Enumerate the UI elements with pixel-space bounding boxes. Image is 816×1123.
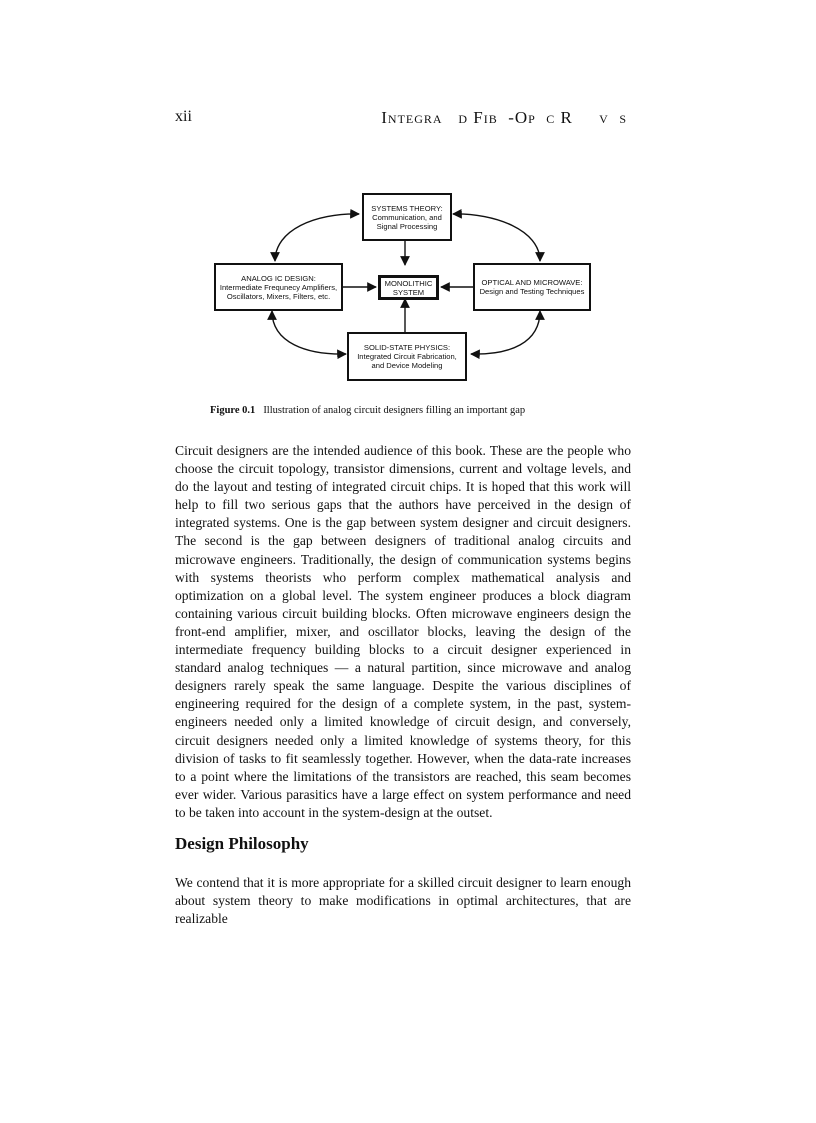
systems-theory-box: SYSTEMS THEORY: Communication, and Signal Processing <box>362 193 452 241</box>
body-paragraph-2: We contend that it is more appropriate for a skilled circuit designer to learn enough about system theory to make modifications in optimal architectures, that are realizable <box>175 875 631 927</box>
figure-caption-text: Illustration of analog circuit designers filling an important gap <box>263 405 526 416</box>
curve-analog-systems <box>275 214 359 261</box>
monolithic-system-box: MONOLITHIC SYSTEM <box>378 275 439 300</box>
running-title: Integra d Fib -Op c R v s <box>381 108 627 127</box>
section-heading: Design Philosophy <box>175 834 309 853</box>
figure-caption-label: Figure 0.1 <box>210 405 256 416</box>
curve-systems-optical <box>453 214 540 261</box>
block-diagram-figure <box>205 185 605 390</box>
figure-caption <box>210 405 525 416</box>
body-paragraph-1: Circuit designers are the intended audience of this book. These are the people who choose the circuit topology, transistor dimensions, current and voltage levels, and do the layout and testing of integrated circuit chips. It is hoped that this work will help to fill two serious gaps that the authors have perceived in the design of integrated systems. One is the gap between system designer and circuit designers. The second is the gap between designers of traditional analog circuits and microwave engineers. Traditionally, the design of communication systems begins with systems theorists who perform complex mathematical analysis and optimization on a global level. The system engineer produces a block diagram containing various circuit building blocks. Often microwave engineers design the front-end amplifier, mixer, and oscillator blocks, leaving the design of the intermediate frequency building blocks to a circuit designer experienced in standard analog techniques — a natural partition, since microwave and analog designers rarely speak the same language. Despite the various disciplines of engineering required for the design of a complete system, in the past, system-engineers needed only a limited knowledge of circuit design, and conversely, circuit designers needed only a limited knowledge of systems theory, for this division of tasks to fit seamlessly together. However, when the data-rate increases to a point where the limitations of the transistors are reached, this seam becomes ever wider. Various parasitics have a large effect on system performance and need to be taken into account in the system-design at the outset. <box>175 443 631 820</box>
optical-microwave-box: OPTICAL AND MICROWAVE: Design and Testing Techniques <box>473 263 591 311</box>
page-number: xii <box>175 108 192 125</box>
running-header <box>175 108 627 132</box>
curve-solidstate-optical <box>471 311 540 354</box>
curve-analog-solidstate <box>272 311 346 354</box>
solid-state-physics-box: SOLID-STATE PHYSICS: Integrated Circuit Fabrication, and Device Modeling <box>347 332 467 381</box>
analog-ic-design-box: ANALOG IC DESIGN: Intermediate Frequnecy Amplifiers, Oscillators, Mixers, Filters, etc. <box>214 263 343 311</box>
